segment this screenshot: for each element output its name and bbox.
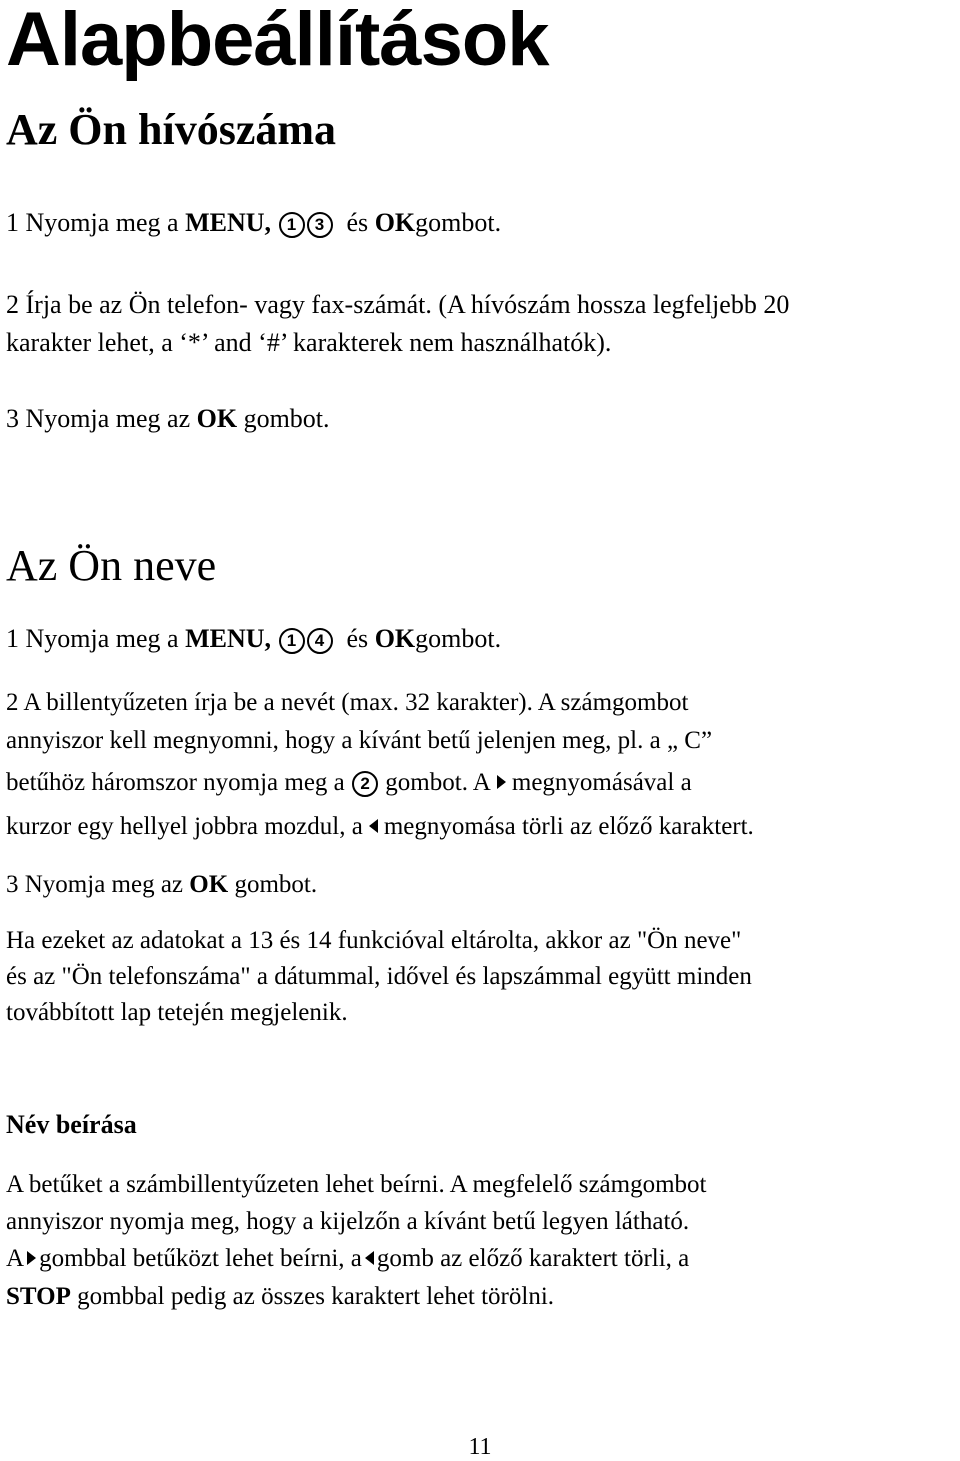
- step-number: 2: [6, 689, 19, 716]
- left-arrow-icon: [365, 1251, 374, 1265]
- step-text: kurzor egy hellyel jobbra mozdul, a: [6, 813, 363, 840]
- step-text: gombot.: [415, 208, 502, 237]
- step-number: 3: [6, 871, 19, 898]
- step-2-name-line4: [6, 812, 754, 842]
- step-text: gombot.: [415, 624, 502, 653]
- step-text: megnyomása törli az előző karaktert.: [383, 813, 754, 840]
- step-2-name-line1: [6, 688, 688, 718]
- circled-key-3-icon: 3: [307, 212, 333, 238]
- step-text: és: [346, 208, 369, 237]
- step-text: A: [6, 1245, 25, 1272]
- step-2-phone-line1: 2 Írja be az Ön telefon- vagy fax-számát. (A hívószám hossza legfeljebb 20: [6, 290, 790, 319]
- circled-key-4-icon: 4: [307, 628, 333, 654]
- section-heading-name-entry: Név beírása: [6, 1110, 137, 1139]
- name-entry-line4: [6, 1282, 554, 1312]
- stop-key-label: STOP: [6, 1283, 71, 1310]
- step-1-phone: [6, 208, 501, 238]
- info-paragraph-line2: és az "Ön telefonszáma" a dátummal, idővel és lapszámmal együtt minden: [6, 963, 752, 990]
- page-title: Alapbeállítások: [6, 0, 549, 82]
- name-entry-line3: [6, 1244, 689, 1274]
- menu-key-label: MENU,: [185, 624, 272, 653]
- step-text: gomb az előző karaktert törli, a: [376, 1245, 690, 1272]
- step-text: gombot.: [234, 871, 318, 898]
- circled-key-2-icon: 2: [352, 771, 378, 797]
- step-2-name-line2: annyiszor kell megnyomni, hogy a kívánt betű jelenjen meg, pl. a „ C”: [6, 727, 713, 754]
- step-text: Nyomja meg az: [25, 404, 191, 433]
- info-paragraph-line1: Ha ezeket az adatokat a 13 és 14 funkcióval eltárolta, akkor az "Ön neve": [6, 927, 742, 954]
- step-text: betűhöz háromszor nyomja meg a: [6, 769, 345, 796]
- right-arrow-icon: [27, 1251, 36, 1265]
- step-text: Nyomja meg az: [24, 871, 184, 898]
- step-2-phone-line2: karakter lehet, a ‘*’ and ‘#’ karakterek nem használhatók).: [6, 328, 612, 357]
- ok-key-label: OK: [196, 404, 238, 433]
- step-3-name: [6, 870, 317, 900]
- menu-key-label: MENU,: [185, 208, 272, 237]
- name-entry-line1: A betűket a számbillentyűzeten lehet beírni. A megfelelő számgombot: [6, 1171, 707, 1198]
- right-arrow-icon: [497, 775, 506, 789]
- circled-key-1-icon: 1: [279, 212, 305, 238]
- step-number: 1: [6, 208, 19, 237]
- step-text: Nyomja meg a: [25, 208, 179, 237]
- ok-key-label: OK: [189, 871, 229, 898]
- ok-key-label: OK: [374, 208, 416, 237]
- step-text: gombbal betűközt lehet beírni, a: [39, 1245, 362, 1272]
- step-text: Nyomja meg a: [25, 624, 179, 653]
- section-heading-your-name: Az Ön neve: [6, 541, 217, 590]
- step-text: gombot. A: [385, 769, 491, 796]
- name-entry-line2: annyiszor nyomja meg, hogy a kijelzőn a kívánt betű legyen látható.: [6, 1208, 690, 1235]
- circled-key-1-icon: 1: [279, 628, 305, 654]
- step-3-phone: [6, 404, 330, 434]
- step-text: gombbal pedig az összes karaktert lehet törölni.: [77, 1283, 555, 1310]
- step-number: 3: [6, 404, 19, 433]
- step-2-name-line3: [6, 768, 692, 798]
- section-heading-phone-number: Az Ön hívószáma: [6, 105, 336, 154]
- step-text: megnyomásával a: [511, 769, 692, 796]
- left-arrow-icon: [369, 819, 378, 833]
- step-number: 1: [6, 624, 19, 653]
- step-1-name: [6, 624, 501, 654]
- ok-key-label: OK: [374, 624, 416, 653]
- info-paragraph-line3: továbbított lap tetején megjelenik.: [6, 999, 348, 1026]
- step-text: gombot.: [243, 404, 330, 433]
- step-text: A billentyűzeten írja be a nevét (max. 32 karakter). A számgombot: [23, 689, 689, 716]
- page-number: 11: [468, 1434, 492, 1460]
- step-text: és: [346, 624, 369, 653]
